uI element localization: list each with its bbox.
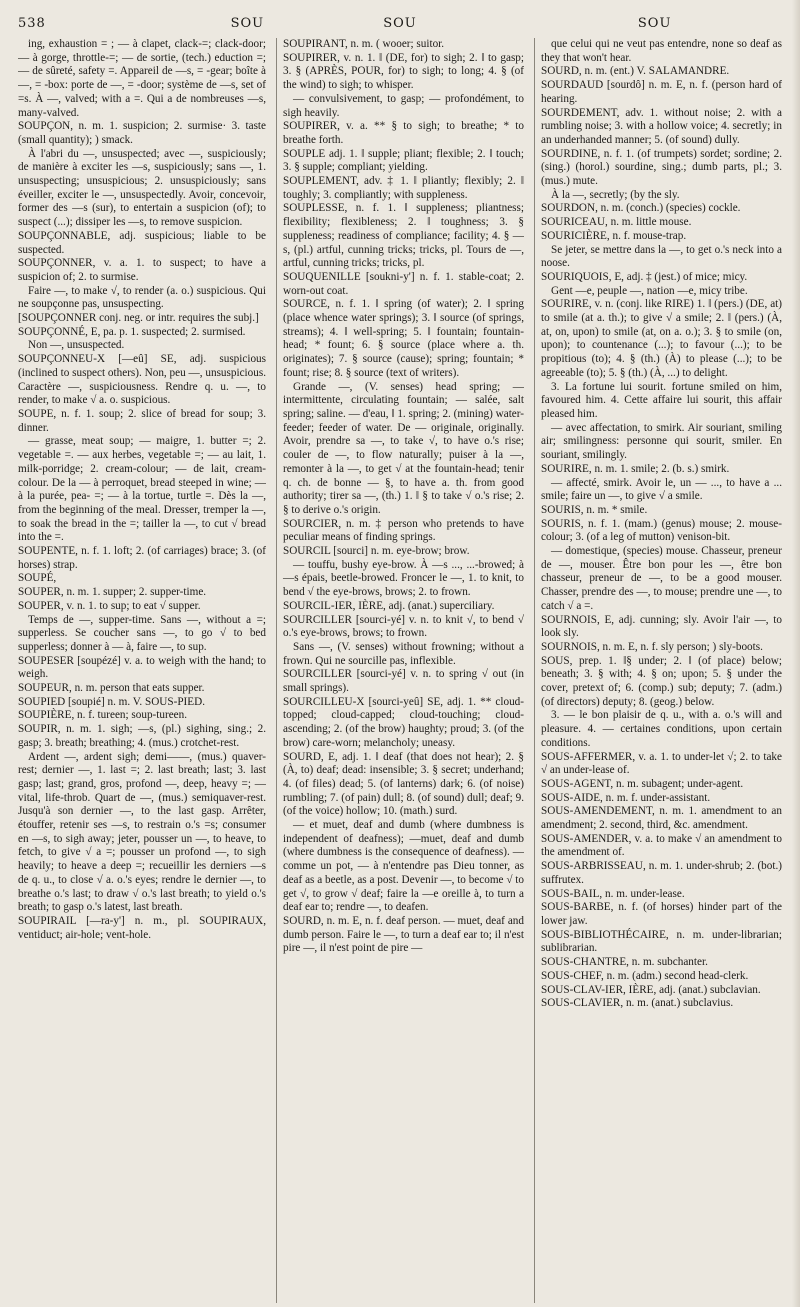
scan-edge-shadow xyxy=(792,0,800,1307)
dictionary-entry: SOUS-ARBRISSEAU, n. m. 1. under-shrub; 2. (bot.) suffrutex. xyxy=(541,860,782,886)
dictionary-entry: SOURNOIS, E, adj. cunning; sly. Avoir l'air —, to look sly. xyxy=(541,613,782,640)
dictionary-entry: Grande —, (V. senses) head spring; — intermittente, circulating fountain; — salée, salt spring; saline. — d'eau, ‖ 1. spring; 2. (mining) water-feeder; feeder of water. De — originale, originally. Avoir, prendre sa —, to take √, to have o.'s rise; couler de —, to flow naturally; puiser à la —, remonter à la —, to get √ at the fountain-head; tenir q. ch. de bonne — §, to have a. th. from good authority; tirer sa —, (th.) 1. ‖ § to take √ o.'s rise; 2. § to derive o.'s origin. xyxy=(283,380,524,516)
dictionary-entry: SOURIS, n. f. 1. (mam.) (genus) mouse; 2. mouse-colour; 3. (of a leg of mutton) venison-bit. xyxy=(541,517,782,544)
dictionary-entry: SOURCIL [sourci] n. m. eye-brow; brow. xyxy=(283,545,470,558)
dictionary-entry: SOUPÇONNEU-X [—eû] SE, adj. suspicious (inclined to suspect others). Non, peu —, unsuspicious. Caractère —, suspiciousness. Rendre q. u. —, to render, to make √ a. o. suspicious. xyxy=(18,353,266,407)
dictionary-entry: — avec affectation, to smirk. Air souriant, smiling air; smilingness: personne qui sourit, smiler. En souriant, smilingly. xyxy=(541,421,782,462)
dictionary-entry: SOUPER, v. n. 1. to sup; to eat √ supper. xyxy=(18,599,201,612)
dictionary-entry: SOUPÇONNABLE, adj. suspicious; liable to be suspected. xyxy=(18,229,266,256)
dictionary-entry: [SOUPÇONNER conj. neg. or intr. requires the subj.] xyxy=(18,312,259,325)
dictionary-entry: SOUS-CLAV-IER, IÈRE, adj. (anat.) subclavian. xyxy=(541,983,761,996)
dictionary-entry: SOUPIÈRE, n. f. tureen; soup-tureen. xyxy=(18,709,188,722)
dictionary-entry: — domestique, (species) mouse. Chasseur, preneur de —, mouser. Être bon pour les —, être bon chasseur, preneur de —, to be a good mouser. Chasser, prendre des —, to mouse; prendre une —, to catch √ a =. xyxy=(541,545,782,612)
dictionary-entry: — affecté, smirk. Avoir le, un — ..., to have a ... smile; faire un —, to give √ a smile. xyxy=(541,476,782,503)
dictionary-entry: SOURIQUOIS, E, adj. ‡ (jest.) of mice; micy. xyxy=(541,270,748,283)
center-running-head: SOU xyxy=(383,15,417,31)
dictionary-entry: SOURIRE, v. n. (conj. like RIRE) 1. ‖ (pers.) (DE, at) to smile (at a. th.); to give √ a smile; 2. ‖ (pers.) (À, at, on, upon) to smile (at, on a. o.); 3. § to smile (on, upon); to countenance (...); to favour (...); to be propitious (to); 4. § (th.) (À) to please (...); to be agreeable (to); 5. § (th.) (À, ...) to delight. xyxy=(541,298,782,379)
dictionary-entry: SOURDINE, n. f. 1. (of trumpets) sordet; sordine; 2. (sing.) (horol.) sourdine, sing.; dumb parts, pl.; 3. (mus.) mute. xyxy=(541,147,782,188)
dictionary-entry: SOURDEMENT, adv. 1. without noise; 2. with a rumbling noise; 3. with a hollow voice; 4. secretly; in an underhanded manner; 5. (of sound) dully. xyxy=(541,106,782,146)
dictionary-entry: — grasse, meat soup; — maigre, 1. butter =; 2. vegetable =. — aux herbes, vegetable =; — au lait, 1. milk-porridge; 2. cream-colour; — de lait, cream-colour. De la — à perroquet, bread steeped in wine; — à la purée, pea- =; — à la tortue, turtle =. Dès la —, from the beginning of the meal. Dresser, tremper la —, to soak the bread in the =; tailler la —, to cut √ bread into the =. xyxy=(18,435,266,544)
dictionary-entry: SOUPIR, n. m. 1. sigh; —s, (pl.) sighing, sing.; 2. gasp; 3. breath; breathing; 4. (mus.) crotchet-rest. xyxy=(18,723,266,749)
dictionary-entry: SOUS-CHEF, n. m. (adm.) second head-clerk. xyxy=(541,969,749,982)
dictionary-entry: SOURCE, n. f. 1. ‖ spring (of water); 2. ‖ spring (place whence water springs); 3. ‖ source (of springs, streams); 4. ‖ well-spring; 5. ‖ fountain; fountain-head; * fount; 6. § source (place where a. th. originates); 7. § source (cause); spring; fountain; * fount; rise; 8. § source (text of writers). xyxy=(283,298,524,379)
dictionary-entry: SOUS-BAIL, n. m. under-lease. xyxy=(541,887,685,900)
dictionary-entry: SOURICEAU, n. m. little mouse. xyxy=(541,216,692,229)
dictionary-entry: SOUPÇON, n. m. 1. suspicion; 2. surmise· 3. taste (small quantity); ) smack. xyxy=(18,120,266,146)
page-number: 538 xyxy=(18,15,46,31)
dictionary-entry: ing, exhaustion = ; — à clapet, clack-=; clack-door; — à gorge, throttle-=; — de sortie, (tech.) eduction =; — de sûreté, safety =. Appareil de —s, = -gear; boîte à —, = -box: porte de —, = -door; système de —s, set of =s. À —, valved; with a =. Qui a de nombreuses —s, many-valved. xyxy=(18,38,266,119)
page-number-and-running-head xyxy=(18,16,273,31)
dictionary-entry: SOUPÉ, xyxy=(18,572,57,585)
dictionary-entry: SOUPE, n. f. 1. soup; 2. slice of bread for soup; 3. dinner. xyxy=(18,407,266,434)
dictionary-entry: Gent —e, peuple —, nation —e, micy tribe. xyxy=(551,284,748,297)
dictionary-entry: Se jeter, se mettre dans la —, to get o.'s neck into a noose. xyxy=(541,243,782,270)
dictionary-entry: SOUS-AMENDER, v. a. to make √ an amendment to the amendment of. xyxy=(541,832,782,859)
dictionary-entry: SOUPIRER, v. n. 1. ‖ (DE, for) to sigh; 2. ‖ to gasp; 3. § (APRÈS, POUR, for) to sigh; to long; 4. § (of the wind) to sigh; to whisper. xyxy=(283,51,524,92)
left-running-head: SOU xyxy=(230,15,265,31)
dictionary-entry: SOUPIRANT, n. m. ( wooer; suitor. xyxy=(283,38,445,50)
dictionary-entry: SOUPÇONNER, v. a. 1. to suspect; to have a suspicion of; 2. to surmise. xyxy=(18,257,266,283)
dictionary-entry: que celui qui ne veut pas entendre, none so deaf as they that won't hear. xyxy=(541,38,782,64)
dictionary-entry: 3. La fortune lui sourit. fortune smiled on him, favoured him. 4. Cette affaire lui sourit, this affair pleased him. xyxy=(541,380,782,420)
dictionary-entry: SOURD, E, adj. 1. ‖ deaf (that does not hear); 2. § (À, to) deaf; dead: insensible; 3. § secret; underhand; 4. (of files) dead; 5. (of lanterns) dark; 6. (of noise) rumbling; 7. (of pain) dull; 8. (of sound) dull; deaf; 9. (of the voice) hollow; 10. (math.) surd. xyxy=(283,750,524,818)
dictionary-entry: SOUPLESSE, n. f. 1. ‖ suppleness; pliantness; flexibility; flexibleness; 2. ‖ toughness; 3. § suppleness; readiness of compliance; facility; 4. § —s, (pl.) artful, cunning tricks; tricks, pl. Tours de —, artful, cunning tricks; tricks, pl. xyxy=(283,202,524,270)
dictionary-entry: Sans —, (V. senses) without frowning; without a frown. Qui ne sourcille pas, inflexible. xyxy=(283,640,524,667)
dictionary-entry: — convulsivement, to gasp; — profondément, to sigh heavily. xyxy=(283,92,524,119)
dictionary-entry: SOUS-BARBE, n. f. (of horses) hinder part of the lower jaw. xyxy=(541,901,782,927)
column-middle xyxy=(276,38,524,1303)
dictionary-entry: SOUPIED [soupié] n. m. V. SOUS-PIED. xyxy=(18,695,205,708)
column-left xyxy=(18,38,266,1303)
dictionary-entry: SOURICIÈRE, n. f. mouse-trap. xyxy=(541,229,687,242)
dictionary-entry: SOURNOIS, n. m. E, n. f. sly person; ) sly-boots. xyxy=(541,640,763,653)
dictionary-entry: SOUS-AIDE, n. m. f. under-assistant. xyxy=(541,791,711,804)
dictionary-entry: SOUQUENILLE [soukni-y'] n. f. 1. stable-coat; 2. worn-out coat. xyxy=(283,270,524,297)
dictionary-entry: À la —, secretly; (by the sly. xyxy=(551,188,680,201)
dictionary-entry: — et muet, deaf and dumb (where dumbness is independent of deafness); —muet, deaf and dumb (where dumbness is the consequence of deafness). — comme un pot, — à n'entendre pas Dieu tonner, as deaf as a beetle, as a post. Devenir —, to become √ to get √, to grow √ deaf; faire la —e oreille à, to turn a deaf ear to; rendre —, to deafen. xyxy=(283,819,524,914)
dictionary-entry: SOUS-AFFERMER, v. a. 1. to under-let √; 2. to take √ an under-lease of. xyxy=(541,750,782,777)
dictionary-entry: SOUPENTE, n. f. 1. loft; 2. (of carriages) brace; 3. (of horses) strap. xyxy=(18,545,266,571)
dictionary-entry: SOUS-AMENDEMENT, n. m. 1. amendment to an amendment; 2. second, third, &c. amendment. xyxy=(541,805,782,832)
dictionary-entry: Ardent —, ardent sigh; demi——, (mus.) quaver-rest; dernier —, 1. last =; 2. last breath; last; 3. last gasp; last; grand, gros, profond —, deep, heavy =; — vital, life-throb. Quart de —, (mus.) semiquaver-rest. Jusqu'à son dernier —, to the last gasp. Arrêter, étouffer, retenir ses —s, to restrain o.'s =s; consumer en —s, to sigh away; jeter, pousser un —, to heave, to fetch, to give √ a =; pousser un profond —, to sigh heavily; to heave a deep =; recueillir les derniers —s de q. u., to close √ a. o.'s eyes; rendre le dernier —, to breathe o.'s last; to draw √ o.'s last breath; to yield o.'s breath; to gasp o.'s latest, last breath. xyxy=(18,750,266,914)
dictionary-entry: SOURDAUD [sourdô] n. m. E, n. f. (person hard of hearing. xyxy=(541,79,782,105)
dictionary-entry: SOURCIER, n. m. ‡ person who pretends to have peculiar means of finding springs. xyxy=(283,517,524,544)
dictionary-entry: SOURCILLEU-X [sourci-yeû] SE, adj. 1. ** cloud-topped; cloud-capped; cloud-touching; cloud-ascending; 2. (of the brow) haughty; proud; 3. (of the brow) care-worn; melancholy; uneasy. xyxy=(283,695,524,749)
dictionary-entry: SOURDON, n. m. (conch.) (species) cockle. xyxy=(541,202,741,215)
dictionary-entry: Non —, unsuspected. xyxy=(28,339,125,352)
dictionary-entry: SOURD, n. m. E, n. f. deaf person. — muet, deaf and dumb person. Faire le —, to turn a deaf ear to; il n'est pire —, il n'est point de pire — xyxy=(283,915,524,955)
dictionary-entry: SOUS-CLAVIER, n. m. (anat.) subclavius. xyxy=(541,997,734,1010)
dictionary-entry: SOUPÇONNÉ, E, pa. p. 1. suspected; 2. surmised. xyxy=(18,325,246,338)
dictionary-entry: SOUPLEMENT, adv. ‡ 1. ‖ pliantly; flexibly; 2. ‖ toughly; 3. compliantly; with suppleness. xyxy=(283,175,524,201)
dictionary-entry: SOUS-BIBLIOTHÉCAIRE, n. m. under-librarian; sublibrarian. xyxy=(541,928,782,955)
dictionary-entry: SOURIS, n. m. * smile. xyxy=(541,503,648,516)
dictionary-entry: Faire —, to make √, to render (a. o.) suspicious. Qui ne soupçonne pas, unsuspecting. xyxy=(18,284,266,311)
dictionary-entry: SOUPIRAIL [—ra-y'] n. m., pl. SOUPIRAUX, ventiduct; air-hole; vent-hole. xyxy=(18,915,266,941)
dictionary-entry: SOURCIL-IER, IÈRE, adj. (anat.) superciliary. xyxy=(283,599,495,612)
dictionary-entry: SOUS-AGENT, n. m. subagent; under-agent. xyxy=(541,777,744,790)
dictionary-entry: SOUPESER [soupézé] v. a. to weigh with the hand; to weigh. xyxy=(18,654,266,681)
dictionary-entry: SOURCILLER [sourci-yé] v. n. to spring √ out (in small springs). xyxy=(283,668,524,695)
dictionary-entry: SOUPEUR, n. m. person that eats supper. xyxy=(18,682,205,695)
dictionary-entry: 3. — le bon plaisir de q. u., with a. o.'s will and pleasure. 4. — certaines conditions, upon certain conditions. xyxy=(541,709,782,749)
dictionary-entry: SOUS-CHANTRE, n. m. subchanter. xyxy=(541,956,708,969)
dictionary-entry: — touffu, bushy eye-brow. À —s ..., ...-browed; à —s épais, beetle-browed. Froncer le —, 1. to knit, to bend √ the eye-brows, brows; 2. to frown. xyxy=(283,558,524,599)
page-header xyxy=(18,10,782,36)
dictionary-entry: SOUPER, n. m. 1. supper; 2. supper-time. xyxy=(18,586,207,599)
dictionary-entry: À l'abri du —, unsuspected; avec —, suspiciously; de manière à exciter les —s, suspiciously; sans —, 1. unsuspecting; unsuspicious; 2. unsuspiciously; sans éveiller, exciter le —, unsuspectedly. Avoir, concevoir, former des —s (sur), to entertain a suspicion (of); to suspect (...); dissiper les —s, to remove suspicion. xyxy=(18,147,266,229)
dictionary-entry: SOUPIRER, v. a. ** § to sigh; to breathe; * to breathe forth. xyxy=(283,120,524,146)
right-running-head: SOU xyxy=(637,15,672,31)
dictionary-entry: SOUS, prep. 1. ‖§ under; 2. ‖ (of place) below; beneath; 3. § with; 4. § on; upon; 5. § under the cover, pretext of; 6. (comp.) sub; deputy; 7. (adm.) (of directors) deputy; 8. (geog.) below. xyxy=(541,654,782,708)
dictionary-entry: SOUPLE adj. 1. ‖ supple; pliant; flexible; 2. ‖ touch; 3. § supple; compliant; yielding. xyxy=(283,147,524,174)
dictionary-entry: Temps de —, supper-time. Sans —, without a =; supperless. Se coucher sans —, to go √ to bed supperless; donner à — à, faire —, to sup. xyxy=(18,613,266,653)
column-right xyxy=(534,38,782,1303)
dictionary-entry: SOURIRE, n. m. 1. smile; 2. (b. s.) smirk. xyxy=(541,462,730,475)
dictionary-entry: SOURCILLER [sourci-yé] v. n. to knit √, to bend √ o.'s eye-brows, brows; to frown. xyxy=(283,613,524,640)
dictionary-columns xyxy=(18,38,782,1303)
dictionary-entry: SOURD, n. m. (ent.) V. SALAMANDRE. xyxy=(541,65,730,78)
